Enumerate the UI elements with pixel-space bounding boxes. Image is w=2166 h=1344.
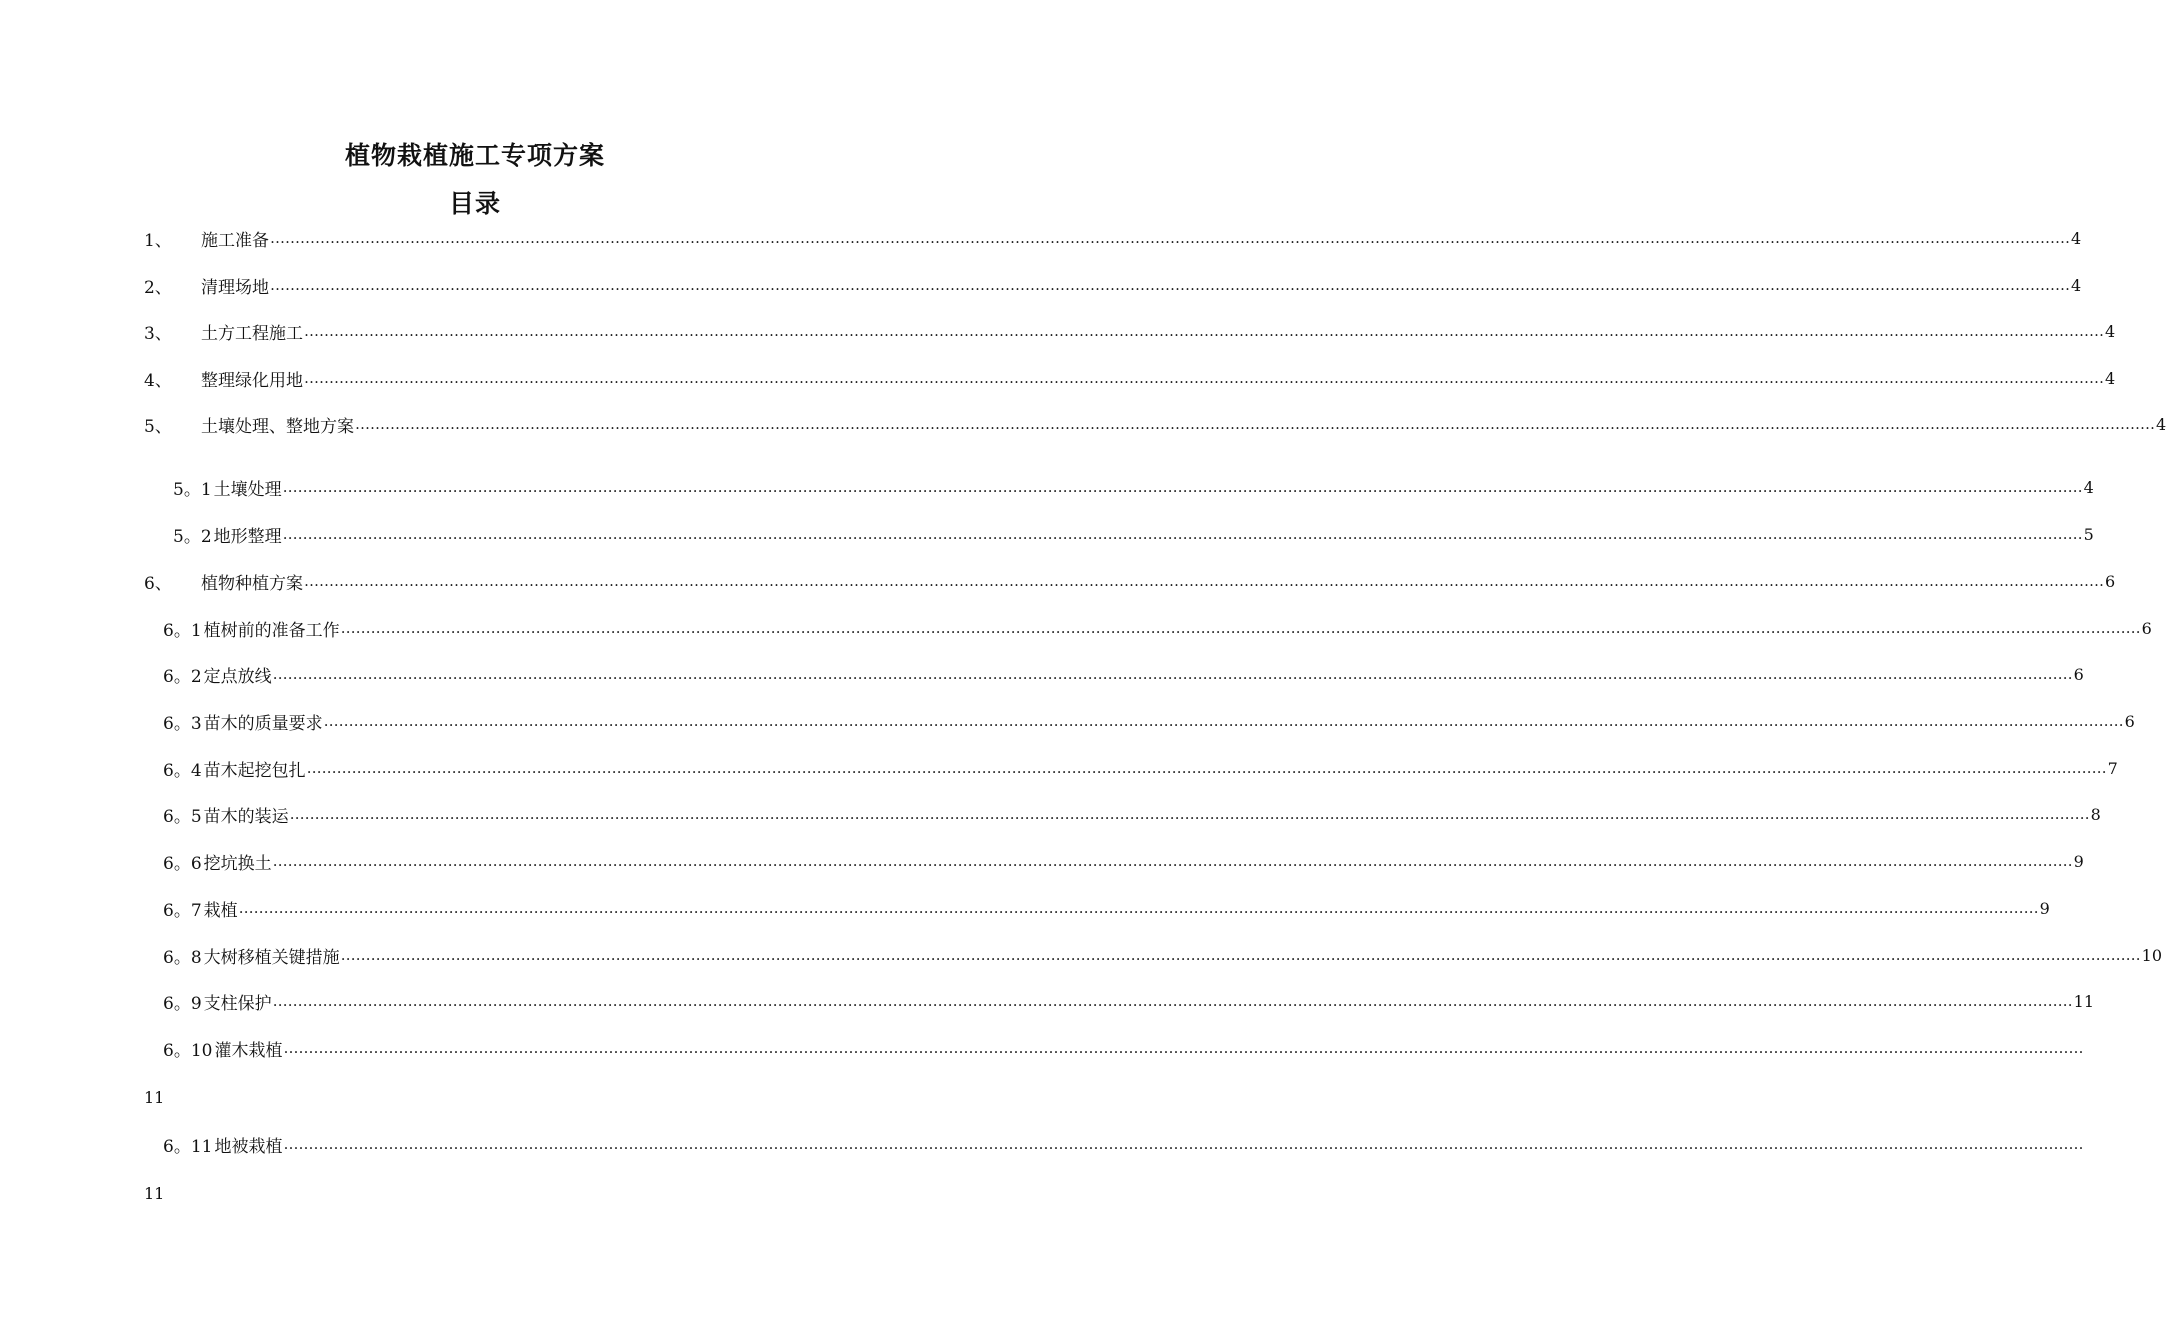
toc-leader: ……………………………………………………………………………………………………………………………………………………………………………………………………………………………………………………………………………………………………………………………… <box>283 1039 2084 1057</box>
toc-entry-text: 苗木的装运 <box>203 806 289 827</box>
toc-entry-text: 清理场地 <box>201 277 269 298</box>
toc-entry-text: 施工准备 <box>201 230 269 251</box>
toc-leader: ……………………………………………………………………………………………………………………………………………………………………………………………………………………………………………………………………………………………………………………………… <box>238 899 2039 917</box>
toc-entry-page: 11 <box>144 1184 165 1203</box>
toc-entry-page: 10 <box>2141 945 2162 965</box>
toc-entry-page: 11 <box>2073 991 2094 1011</box>
toc-heading: 目录 <box>448 189 501 218</box>
toc-entry-number: 6。8 <box>163 947 202 968</box>
toc-entry-page: 5 <box>2083 524 2094 544</box>
toc-entry-page: 4 <box>2071 228 2082 248</box>
toc-entry-number: 6。9 <box>163 993 202 1014</box>
toc-leader: ……………………………………………………………………………………………………………………………………………………………………………………………………………………………………………………………………………………………………………………………… <box>272 992 2073 1010</box>
toc-leader: ……………………………………………………………………………………………………………………………………………………………………………………………………………………………………………………………………………………………………………………………… <box>270 229 2070 247</box>
toc-leader: ……………………………………………………………………………………………………………………………………………………………………………………………………………………………………………………………………………………………………………………………… <box>323 712 2124 730</box>
toc-leader: ……………………………………………………………………………………………………………………………………………………………………………………………………………………………………………………………………………………………………………………………… <box>289 805 2090 823</box>
toc-entry-text: 苗木的质量要求 <box>203 713 323 734</box>
toc-entry[interactable] <box>163 895 2050 921</box>
toc-entry-number: 2、 <box>144 277 172 298</box>
toc-leader: ……………………………………………………………………………………………………………………………………………………………………………………………………………………………………………………………………………………………………………………………… <box>282 478 2083 496</box>
toc-entry-page: 4 <box>2083 477 2094 497</box>
toc-entry[interactable] <box>163 988 2094 1014</box>
toc-entry[interactable] <box>163 615 2152 641</box>
toc-entry-text: 定点放线 <box>203 666 272 687</box>
toc-entry-page: 9 <box>2073 851 2084 871</box>
toc-entry-number: 6。6 <box>163 853 202 874</box>
toc-entry-page: 6 <box>2073 664 2084 684</box>
toc-leader: ……………………………………………………………………………………………………………………………………………………………………………………………………………………………………………………………………………………………………………………………… <box>340 619 2141 637</box>
toc-leader: ……………………………………………………………………………………………………………………………………………………………………………………………………………………………………………………………………………………………………………………………… <box>304 572 2104 590</box>
toc-entry[interactable] <box>163 755 2118 781</box>
toc-leader: ……………………………………………………………………………………………………………………………………………………………………………………………………………………………………………………………………………………………………………………………… <box>306 759 2107 777</box>
toc-entry-page: 6 <box>2124 711 2135 731</box>
toc-entry-text: 土壤处理、整地方案 <box>201 416 354 437</box>
toc-entry-page: 6 <box>2105 571 2116 591</box>
toc-entry[interactable] <box>163 1035 2084 1061</box>
toc-entry[interactable] <box>173 474 2094 500</box>
toc-entry-page: 4 <box>2105 321 2116 341</box>
toc-leader: ……………………………………………………………………………………………………………………………………………………………………………………………………………………………………………………………………………………………………………………………… <box>304 369 2104 387</box>
toc-entry-number: 1、 <box>144 230 172 251</box>
toc-entry-text: 灌木栽植 <box>214 1040 283 1061</box>
toc-entry[interactable] <box>144 225 2082 251</box>
toc-entry-page: 4 <box>2105 368 2116 388</box>
toc-entry-number: 6。11 <box>163 1136 213 1157</box>
toc-entry-page: 9 <box>2039 898 2050 918</box>
toc-leader: ……………………………………………………………………………………………………………………………………………………………………………………………………………………………………………………………………………………………………………………………… <box>340 946 2141 964</box>
toc-entry-text: 大树移植关键措施 <box>203 947 340 968</box>
toc-entry-page: 4 <box>2156 414 2166 434</box>
toc-entry-number: 5。2 <box>173 526 212 547</box>
toc-leader: ……………………………………………………………………………………………………………………………………………………………………………………………………………………………………………………………………………………………………………………………… <box>282 525 2083 543</box>
toc-entry[interactable] <box>163 848 2084 874</box>
toc-entry-number: 6。2 <box>163 666 202 687</box>
toc-entry-number: 3、 <box>144 323 172 344</box>
toc-entry[interactable] <box>163 1131 2084 1157</box>
toc-entry-page: 6 <box>2141 618 2152 638</box>
toc-entry-number: 6。10 <box>163 1040 213 1061</box>
toc-entry-text: 挖坑换土 <box>203 853 272 874</box>
toc-entry-number: 6。1 <box>163 620 202 641</box>
toc-entry[interactable] <box>163 801 2101 827</box>
toc-entry-page: 4 <box>2071 275 2082 295</box>
toc-entry[interactable] <box>144 568 2116 594</box>
toc-entry-text: 支柱保护 <box>203 993 272 1014</box>
toc-entry-number: 6。3 <box>163 713 202 734</box>
doc-title: 植物栽植施工专项方案 <box>344 141 605 170</box>
toc-entry-text: 土壤处理 <box>213 479 282 500</box>
toc-leader: ……………………………………………………………………………………………………………………………………………………………………………………………………………………………………………………………………………………………………………………………… <box>272 852 2073 870</box>
toc-entry-page: 11 <box>144 1088 165 1107</box>
toc-entry[interactable] <box>163 708 2135 734</box>
toc-entry-text: 植物种植方案 <box>201 573 303 594</box>
toc-entry-page: 7 <box>2107 758 2118 778</box>
toc-entry-text: 植树前的准备工作 <box>203 620 340 641</box>
toc-entry[interactable] <box>144 318 2116 344</box>
toc-entry-number: 5。1 <box>173 479 212 500</box>
toc-entry-number: 4、 <box>144 370 172 391</box>
toc-entry[interactable] <box>163 942 2162 968</box>
toc-leader: ……………………………………………………………………………………………………………………………………………………………………………………………………………………………………………………………………………………………………………………………… <box>283 1135 2084 1153</box>
toc-entry[interactable] <box>163 661 2084 687</box>
toc-entry[interactable] <box>144 411 2166 437</box>
toc-entry-text: 栽植 <box>203 900 238 921</box>
toc-leader: ……………………………………………………………………………………………………………………………………………………………………………………………………………………………………………………………………………………………………………………………… <box>272 665 2073 683</box>
toc-leader: ……………………………………………………………………………………………………………………………………………………………………………………………………………………………………………………………………………………………………………………………… <box>355 415 2155 433</box>
toc-leader: ……………………………………………………………………………………………………………………………………………………………………………………………………………………………………………………………………………………………………………………………… <box>304 322 2104 340</box>
toc-entry-text: 地被栽植 <box>214 1136 283 1157</box>
toc-entry-text: 苗木起挖包扎 <box>203 760 306 781</box>
toc-entry-text: 土方工程施工 <box>201 323 303 344</box>
toc-entry[interactable] <box>144 272 2082 298</box>
toc-entry-page: 8 <box>2090 804 2101 824</box>
toc-entry[interactable] <box>144 365 2116 391</box>
toc-entry-text: 整理绿化用地 <box>201 370 303 391</box>
toc-entry-text: 地形整理 <box>213 526 282 547</box>
toc-entry-number: 6。5 <box>163 806 202 827</box>
toc-entry[interactable] <box>173 521 2094 547</box>
toc-leader: ……………………………………………………………………………………………………………………………………………………………………………………………………………………………………………………………………………………………………………………………… <box>270 276 2070 294</box>
toc-entry-number: 6。7 <box>163 900 202 921</box>
toc-entry-number: 6。4 <box>163 760 202 781</box>
toc-entry-number: 5、 <box>144 416 172 437</box>
toc-entry-number: 6、 <box>144 573 172 594</box>
